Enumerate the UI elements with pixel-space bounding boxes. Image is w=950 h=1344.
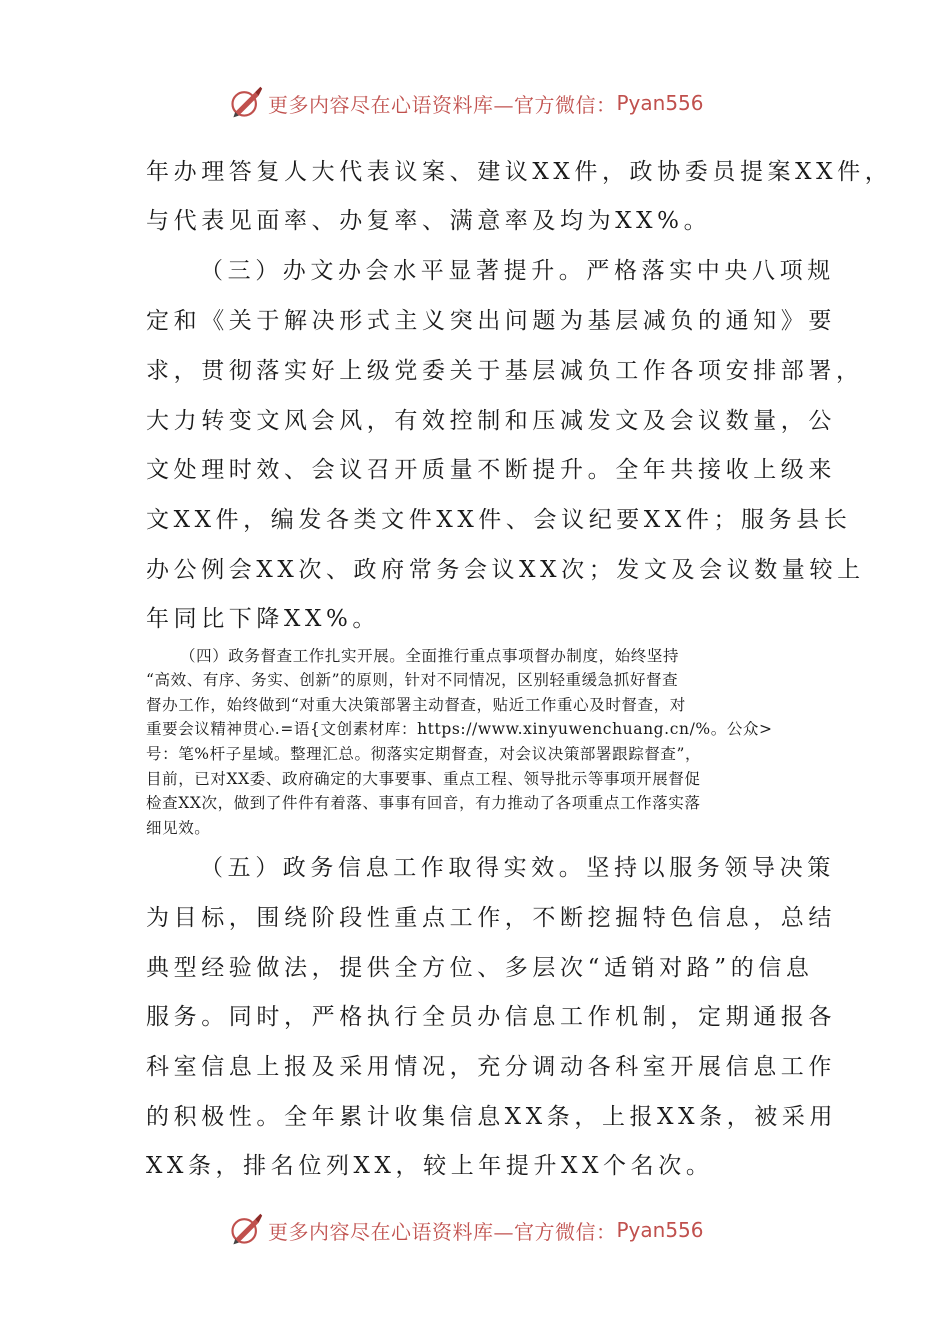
body-line: 的积极性。全年累计收集信息XX条，上报XX条，被采用	[146, 1104, 838, 1130]
body-line: 与代表见面率、办复率、满意率及均为XX%。	[146, 208, 712, 234]
body-line: 求，贯彻落实好上级党委关于基层减负工作各项安排部署，	[146, 358, 864, 384]
small-line: 检查XX次，做到了件件有着落、事事有回音，有力推动了各项重点工作落实落	[146, 794, 701, 812]
body-line: 服务。同时，严格执行全员办信息工作机制，定期通报各	[146, 1004, 836, 1030]
body-line: 办公例会XX次、政府常务会议XX次；发文及会议数量较上	[146, 557, 865, 583]
body-line: 文XX件，编发各类文件XX件、会议纪要XX件；服务县长	[146, 507, 852, 533]
watermark-text: 更多内容尽在心语资料库—官方微信：	[268, 92, 617, 117]
body-line: 为目标，围绕阶段性重点工作，不断挖掘特色信息，总结	[146, 905, 836, 931]
section-heading-5: （五）政务信息工作取得实效。坚持以服务领导决策	[200, 855, 835, 881]
small-line: 重要会议精神贯心.=语{文创素材库：https://www.xinyuwenchuang.cn/%。公众>	[146, 720, 773, 738]
watermark-header	[228, 83, 748, 123]
section-heading-4: （四）政务督查工作扎实开展。全面推行重点事项督办制度，始终坚持	[180, 647, 680, 665]
small-line: 目前，已对XX委、政府确定的大事要事、重点工程、领导批示等事项开展督促	[146, 770, 701, 788]
body-line: XX条，排名位列XX，较上年提升XX个名次。	[146, 1153, 714, 1179]
watermark-text: 更多内容尽在心语资料库—官方微信：	[268, 1219, 617, 1244]
small-line: “高效、有序、务实、创新”的原则，针对不同情况，区别轻重缓急抓好督查	[146, 671, 679, 689]
body-line: 年办理答复人大代表议案、建议XX件，政协委员提案XX件，	[146, 159, 893, 185]
body-line: 科室信息上报及采用情况，充分调动各科室开展信息工作	[146, 1054, 836, 1080]
watermark-wechat-id: Pyan556	[616, 1218, 704, 1242]
watermark-wechat-id: Pyan556	[616, 91, 704, 115]
body-line: 典型经验做法，提供全方位、多层次“适销对路”的信息	[146, 955, 814, 981]
small-line: 督办工作，始终做到“对重大决策部署主动督查，贴近工作重心及时督查，对	[146, 696, 686, 714]
pen-logo-icon	[228, 1212, 264, 1248]
section-heading-3: （三）办文办会水平显著提升。严格落实中央八项规	[200, 258, 835, 284]
small-line: 细见效。	[146, 819, 211, 837]
body-line: 文处理时效、会议召开质量不断提升。全年共接收上级来	[146, 457, 836, 483]
small-line: 号：笔%杆子星域。整理汇总。彻落实定期督查，对会议决策部署跟踪督查”，	[146, 745, 702, 763]
body-line: 定和《关于解决形式主义突出问题为基层减负的通知》要	[146, 308, 836, 334]
pen-logo-icon	[228, 85, 264, 121]
body-line: 年同比下降XX%。	[146, 606, 381, 632]
body-line: 大力转变文风会风，有效控制和压减发文及会议数量，公	[146, 408, 836, 434]
watermark-footer	[228, 1210, 748, 1250]
